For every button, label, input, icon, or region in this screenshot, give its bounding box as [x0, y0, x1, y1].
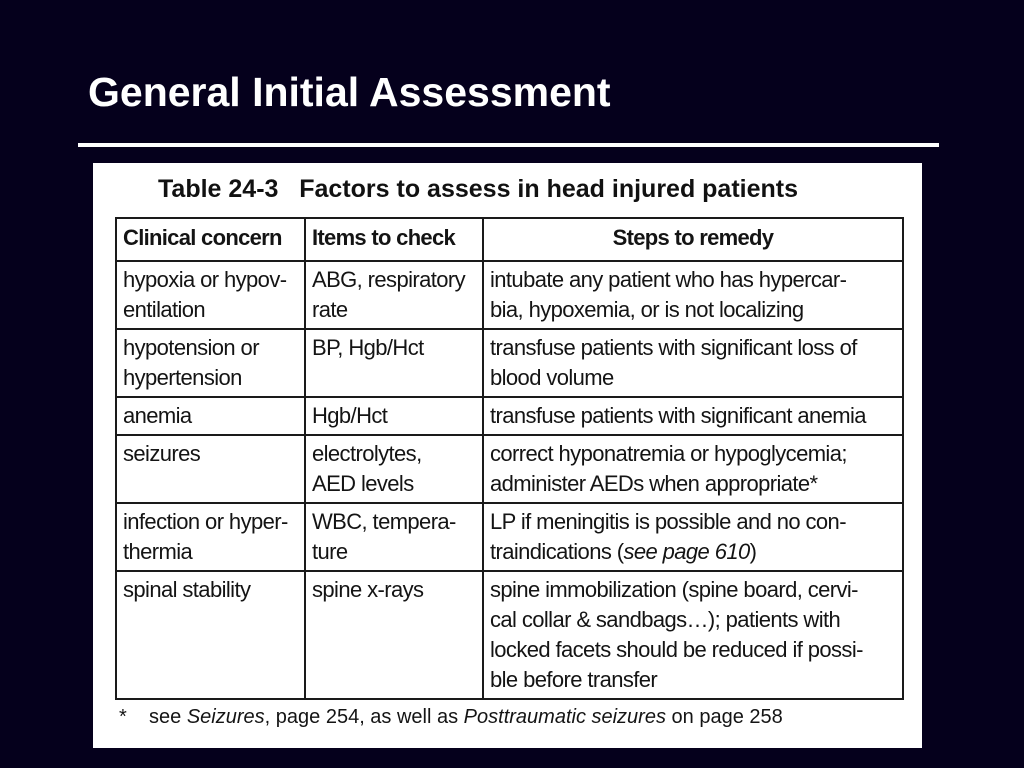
- table-header-row: [116, 218, 903, 261]
- cell-clinical-concern: [116, 571, 305, 699]
- cell-text-line: spine x-rays: [312, 577, 424, 602]
- cell-text-line: rate: [312, 297, 348, 322]
- table-row: [116, 571, 903, 699]
- cell-text-line: anemia: [123, 403, 192, 428]
- cell-text-line: blood volume: [490, 365, 614, 390]
- cell-text-line: seizures: [123, 441, 201, 466]
- footnote-ref-seizures: Seizures: [186, 706, 265, 728]
- cell-items-to-check: [305, 503, 483, 571]
- cell-clinical-concern: [116, 503, 305, 571]
- footnote-ref-posttraumatic-seizures: Posttraumatic seizures: [463, 706, 666, 728]
- cell-steps-to-remedy: [483, 397, 903, 435]
- cell-text-line: BP, Hgb/Hct: [312, 335, 424, 360]
- cell-text-line: ABG, respiratory: [312, 267, 466, 292]
- cell-clinical-concern: [116, 435, 305, 503]
- slide-title: General Initial Assessment: [88, 69, 611, 115]
- cell-text-line: correct hyponatremia or hypoglycemia;: [490, 441, 847, 466]
- cell-page-reference: see page 610: [623, 539, 750, 564]
- table-caption: Table 24-3 Factors to assess in head injured patients: [158, 175, 799, 203]
- cell-text-line: hypertension: [123, 365, 242, 390]
- cell-items-to-check: [305, 329, 483, 397]
- cell-text-line: intubate any patient who has hypercar-: [490, 267, 847, 292]
- cell-text-line: locked facets should be reduced if possi-: [490, 637, 863, 662]
- cell-clinical-concern: [116, 397, 305, 435]
- head-injury-assessment-table: [115, 217, 904, 700]
- cell-items-to-check: [305, 261, 483, 329]
- header-steps-to-remedy: Steps to remedy: [483, 218, 903, 261]
- table-body: [116, 261, 903, 699]
- table-row: [116, 261, 903, 329]
- cell-text-line: traindications (see page 610): [490, 539, 757, 564]
- footnote-text: , page 254, as well as: [264, 706, 464, 728]
- table-footnote: [119, 703, 783, 731]
- table-row: [116, 329, 903, 397]
- cell-text-line: AED levels: [312, 471, 414, 496]
- cell-text-line: transfuse patients with significant anemia: [490, 403, 866, 428]
- cell-steps-to-remedy: [483, 261, 903, 329]
- cell-text-line: entilation: [123, 297, 206, 322]
- footnote-text: see: [149, 706, 187, 728]
- cell-items-to-check: [305, 571, 483, 699]
- cell-text-line: cal collar & sandbags…); patients with: [490, 607, 841, 632]
- footnote-marker: *: [119, 706, 127, 728]
- cell-text-line: electrolytes,: [312, 441, 422, 466]
- table-image-panel: [93, 163, 922, 748]
- cell-items-to-check: [305, 435, 483, 503]
- cell-steps-to-remedy: [483, 435, 903, 503]
- header-clinical-concern: Clinical concern: [116, 218, 305, 261]
- cell-steps-to-remedy: [483, 571, 903, 699]
- title-divider: [78, 143, 939, 147]
- table-row: [116, 397, 903, 435]
- cell-clinical-concern: [116, 261, 305, 329]
- cell-text-line: hypotension or: [123, 335, 259, 360]
- table-row: [116, 435, 903, 503]
- cell-text-line: LP if meningitis is possible and no con-: [490, 509, 846, 534]
- footnote-text: on page 258: [665, 706, 783, 728]
- cell-text-line: administer AEDs when appropriate*: [490, 471, 818, 496]
- cell-text-line: Hgb/Hct: [312, 403, 388, 428]
- cell-text-line: WBC, tempera-: [312, 509, 456, 534]
- cell-text-line: bia, hypoxemia, or is not localizing: [490, 297, 804, 322]
- cell-clinical-concern: [116, 329, 305, 397]
- cell-text-line: ture: [312, 539, 348, 564]
- cell-text-line: spine immobilization (spine board, cervi-: [490, 577, 858, 602]
- cell-text-line: ble before transfer: [490, 667, 658, 692]
- table-row: [116, 503, 903, 571]
- cell-text-line: spinal stability: [123, 577, 251, 602]
- cell-steps-to-remedy: [483, 329, 903, 397]
- cell-text-line: thermia: [123, 539, 193, 564]
- cell-items-to-check: [305, 397, 483, 435]
- cell-text-line: transfuse patients with significant loss of: [490, 335, 857, 360]
- cell-text-line: hypoxia or hypov-: [123, 267, 287, 292]
- cell-steps-to-remedy: [483, 503, 903, 571]
- header-items-to-check: Items to check: [305, 218, 483, 261]
- cell-text-line: infection or hyper-: [123, 509, 288, 534]
